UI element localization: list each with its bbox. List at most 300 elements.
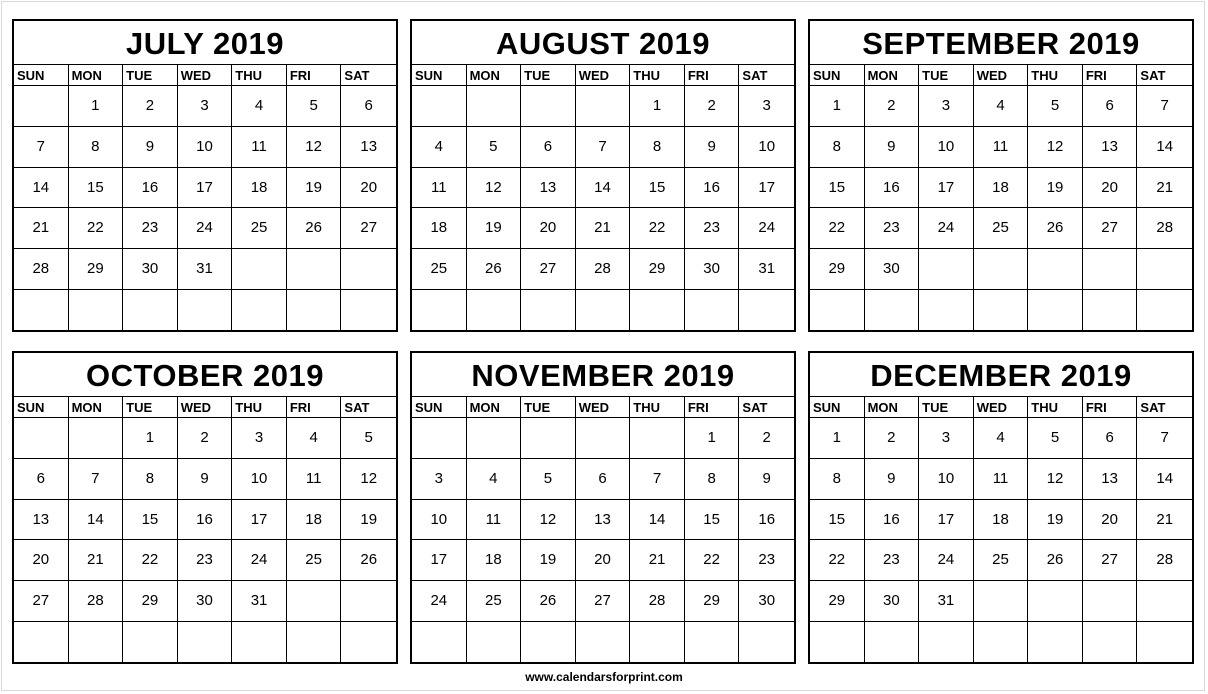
day-cell: 9 [865, 127, 920, 168]
day-cell: 30 [178, 581, 233, 622]
day-cell: 8 [685, 459, 740, 500]
day-cell: 23 [865, 208, 920, 249]
day-cell: 24 [232, 540, 287, 581]
day-cell: 1 [810, 86, 865, 127]
day-cell [576, 418, 631, 459]
weekday-header: FRI [685, 397, 740, 418]
day-cell: 22 [810, 540, 865, 581]
day-cell: 26 [467, 249, 522, 290]
day-grid [810, 397, 1192, 663]
day-cell: 28 [69, 581, 124, 622]
day-cell: 12 [1028, 459, 1083, 500]
day-cell: 16 [178, 500, 233, 541]
day-cell: 4 [974, 418, 1029, 459]
day-cell: 16 [865, 168, 920, 209]
day-cell: 14 [576, 168, 631, 209]
day-cell: 25 [467, 581, 522, 622]
day-cell: 11 [974, 459, 1029, 500]
day-cell: 16 [685, 168, 740, 209]
day-cell: 22 [810, 208, 865, 249]
day-cell: 23 [685, 208, 740, 249]
day-cell [865, 622, 920, 663]
day-cell [974, 622, 1029, 663]
day-cell: 20 [576, 540, 631, 581]
day-cell: 21 [576, 208, 631, 249]
month-calendar [808, 19, 1194, 332]
day-cell: 4 [287, 418, 342, 459]
day-cell: 5 [287, 86, 342, 127]
day-cell [1137, 622, 1192, 663]
weekday-header: FRI [1083, 397, 1138, 418]
day-cell: 16 [123, 168, 178, 209]
day-cell: 20 [521, 208, 576, 249]
weekday-header: THU [630, 397, 685, 418]
day-cell: 21 [69, 540, 124, 581]
day-cell: 23 [123, 208, 178, 249]
day-cell: 10 [232, 459, 287, 500]
day-cell [287, 290, 342, 331]
weekday-header: SUN [810, 65, 865, 86]
day-cell [341, 290, 396, 331]
day-cell [1028, 622, 1083, 663]
weekday-header: SUN [412, 65, 467, 86]
weekday-header: SAT [1137, 65, 1192, 86]
day-cell: 23 [865, 540, 920, 581]
day-cell [341, 581, 396, 622]
day-cell: 3 [232, 418, 287, 459]
day-cell: 26 [1028, 540, 1083, 581]
day-cell [974, 581, 1029, 622]
day-cell: 24 [412, 581, 467, 622]
weekday-header: WED [974, 397, 1029, 418]
day-cell: 18 [974, 168, 1029, 209]
weekday-header: SUN [14, 65, 69, 86]
day-cell [412, 290, 467, 331]
day-cell: 4 [232, 86, 287, 127]
day-cell: 30 [865, 581, 920, 622]
day-cell: 28 [1137, 540, 1192, 581]
day-cell [178, 622, 233, 663]
day-cell: 20 [1083, 500, 1138, 541]
weekday-header: SAT [739, 397, 794, 418]
day-grid [412, 397, 794, 663]
day-cell [919, 622, 974, 663]
day-cell [287, 581, 342, 622]
day-cell: 25 [232, 208, 287, 249]
day-cell: 7 [1137, 418, 1192, 459]
day-cell: 19 [1028, 500, 1083, 541]
weekday-header: SAT [739, 65, 794, 86]
weekday-header: THU [1028, 397, 1083, 418]
day-cell [467, 622, 522, 663]
day-cell: 17 [232, 500, 287, 541]
day-cell: 9 [865, 459, 920, 500]
day-cell: 9 [178, 459, 233, 500]
weekday-header: SAT [1137, 397, 1192, 418]
day-cell: 6 [576, 459, 631, 500]
day-cell: 13 [14, 500, 69, 541]
day-cell: 22 [685, 540, 740, 581]
day-cell: 9 [123, 127, 178, 168]
day-cell [341, 249, 396, 290]
day-cell: 1 [810, 418, 865, 459]
weekday-header: TUE [123, 65, 178, 86]
day-cell: 26 [287, 208, 342, 249]
day-cell: 2 [739, 418, 794, 459]
day-cell: 22 [69, 208, 124, 249]
day-cell [521, 86, 576, 127]
day-cell: 29 [685, 581, 740, 622]
day-cell: 17 [919, 168, 974, 209]
day-cell: 6 [14, 459, 69, 500]
day-cell: 15 [69, 168, 124, 209]
day-cell: 8 [630, 127, 685, 168]
day-cell: 26 [521, 581, 576, 622]
weekday-header: MON [69, 397, 124, 418]
day-cell [1083, 249, 1138, 290]
day-cell: 27 [1083, 540, 1138, 581]
day-grid [14, 397, 396, 663]
month-title: AUGUST 2019 [412, 21, 794, 65]
day-cell: 31 [232, 581, 287, 622]
weekday-header: FRI [287, 65, 342, 86]
day-cell [739, 622, 794, 663]
month-title: OCTOBER 2019 [14, 353, 396, 397]
day-cell: 11 [467, 500, 522, 541]
day-cell [14, 622, 69, 663]
day-cell [576, 622, 631, 663]
day-cell: 14 [1137, 459, 1192, 500]
day-cell: 29 [123, 581, 178, 622]
day-cell: 23 [178, 540, 233, 581]
day-cell: 3 [919, 86, 974, 127]
day-cell: 3 [412, 459, 467, 500]
day-cell [69, 622, 124, 663]
day-cell: 13 [341, 127, 396, 168]
day-cell [576, 290, 631, 331]
day-cell [521, 418, 576, 459]
day-cell: 22 [123, 540, 178, 581]
day-cell [919, 249, 974, 290]
day-cell: 1 [630, 86, 685, 127]
month-title: JULY 2019 [14, 21, 396, 65]
day-cell: 23 [739, 540, 794, 581]
day-cell: 6 [341, 86, 396, 127]
day-cell: 24 [919, 208, 974, 249]
day-cell: 24 [919, 540, 974, 581]
day-cell: 12 [521, 500, 576, 541]
day-cell: 7 [69, 459, 124, 500]
day-cell [14, 290, 69, 331]
day-cell: 14 [1137, 127, 1192, 168]
day-cell: 15 [123, 500, 178, 541]
month-calendar [410, 351, 796, 664]
day-grid [412, 65, 794, 331]
weekday-header: THU [232, 397, 287, 418]
day-cell [69, 290, 124, 331]
day-cell: 11 [232, 127, 287, 168]
day-cell: 13 [521, 168, 576, 209]
day-cell: 4 [974, 86, 1029, 127]
weekday-header: MON [467, 397, 522, 418]
day-cell: 26 [341, 540, 396, 581]
day-cell: 7 [1137, 86, 1192, 127]
day-cell: 2 [123, 86, 178, 127]
day-cell: 31 [739, 249, 794, 290]
weekday-header: WED [974, 65, 1029, 86]
month-calendar [12, 19, 398, 332]
day-cell [232, 290, 287, 331]
weekday-header: WED [178, 397, 233, 418]
weekday-header: MON [865, 65, 920, 86]
day-cell: 19 [467, 208, 522, 249]
day-cell: 4 [412, 127, 467, 168]
weekday-header: SAT [341, 397, 396, 418]
day-cell: 17 [178, 168, 233, 209]
day-cell: 28 [576, 249, 631, 290]
day-cell: 30 [685, 249, 740, 290]
day-cell: 6 [1083, 418, 1138, 459]
day-cell: 8 [810, 127, 865, 168]
day-cell: 20 [14, 540, 69, 581]
day-cell: 29 [810, 249, 865, 290]
day-cell: 16 [865, 500, 920, 541]
day-cell: 13 [1083, 459, 1138, 500]
weekday-header: FRI [287, 397, 342, 418]
day-cell [1083, 581, 1138, 622]
day-cell: 15 [810, 168, 865, 209]
weekday-header: MON [467, 65, 522, 86]
weekday-header: THU [232, 65, 287, 86]
day-cell: 6 [1083, 86, 1138, 127]
day-cell: 10 [178, 127, 233, 168]
day-cell: 10 [919, 127, 974, 168]
day-cell: 31 [178, 249, 233, 290]
day-cell: 3 [919, 418, 974, 459]
day-cell: 1 [69, 86, 124, 127]
day-cell: 13 [576, 500, 631, 541]
day-cell [178, 290, 233, 331]
weekday-header: THU [630, 65, 685, 86]
day-cell [412, 622, 467, 663]
weekday-header: TUE [521, 65, 576, 86]
day-cell: 12 [287, 127, 342, 168]
day-cell: 18 [974, 500, 1029, 541]
day-cell: 27 [1083, 208, 1138, 249]
day-cell: 17 [739, 168, 794, 209]
day-cell [287, 622, 342, 663]
day-cell [521, 622, 576, 663]
day-cell: 26 [1028, 208, 1083, 249]
day-cell [685, 290, 740, 331]
day-cell: 30 [123, 249, 178, 290]
day-cell [1083, 622, 1138, 663]
weekday-header: SAT [341, 65, 396, 86]
day-cell: 28 [1137, 208, 1192, 249]
weekday-header: SUN [412, 397, 467, 418]
day-cell: 6 [521, 127, 576, 168]
day-cell: 21 [630, 540, 685, 581]
day-cell: 5 [521, 459, 576, 500]
day-cell [1137, 581, 1192, 622]
day-cell [1028, 581, 1083, 622]
day-cell: 7 [576, 127, 631, 168]
day-cell: 11 [287, 459, 342, 500]
day-cell: 25 [287, 540, 342, 581]
day-cell: 1 [685, 418, 740, 459]
day-cell [467, 418, 522, 459]
day-cell: 2 [178, 418, 233, 459]
weekday-header: TUE [919, 65, 974, 86]
day-cell: 29 [69, 249, 124, 290]
day-cell: 28 [630, 581, 685, 622]
day-cell [630, 418, 685, 459]
day-cell: 12 [1028, 127, 1083, 168]
day-cell [974, 290, 1029, 331]
day-cell: 10 [412, 500, 467, 541]
day-cell: 15 [685, 500, 740, 541]
month-calendar [410, 19, 796, 332]
weekday-header: SUN [14, 397, 69, 418]
weekday-header: WED [178, 65, 233, 86]
day-cell [467, 290, 522, 331]
month-calendar [12, 351, 398, 664]
day-cell [1137, 249, 1192, 290]
day-cell: 19 [287, 168, 342, 209]
day-cell: 15 [810, 500, 865, 541]
day-cell: 4 [467, 459, 522, 500]
weekday-header: SUN [810, 397, 865, 418]
day-cell [123, 622, 178, 663]
day-cell [14, 86, 69, 127]
weekday-header: TUE [919, 397, 974, 418]
day-cell: 14 [69, 500, 124, 541]
day-cell: 21 [1137, 168, 1192, 209]
day-cell: 14 [14, 168, 69, 209]
day-cell [341, 622, 396, 663]
day-cell [1028, 290, 1083, 331]
month-calendar [808, 351, 1194, 664]
day-cell: 18 [287, 500, 342, 541]
weekday-header: FRI [685, 65, 740, 86]
month-title: SEPTEMBER 2019 [810, 21, 1192, 65]
day-cell [1083, 290, 1138, 331]
weekday-header: WED [576, 65, 631, 86]
month-title: NOVEMBER 2019 [412, 353, 794, 397]
weekday-header: MON [69, 65, 124, 86]
day-cell: 5 [1028, 86, 1083, 127]
day-cell: 27 [576, 581, 631, 622]
day-cell: 18 [412, 208, 467, 249]
day-cell: 7 [630, 459, 685, 500]
day-cell [919, 290, 974, 331]
day-cell: 20 [1083, 168, 1138, 209]
day-cell: 15 [630, 168, 685, 209]
day-cell: 7 [14, 127, 69, 168]
day-cell: 8 [69, 127, 124, 168]
weekday-header: TUE [521, 397, 576, 418]
weekday-header: THU [1028, 65, 1083, 86]
day-cell: 18 [232, 168, 287, 209]
day-cell: 5 [467, 127, 522, 168]
day-cell: 14 [630, 500, 685, 541]
day-cell: 9 [685, 127, 740, 168]
day-cell: 9 [739, 459, 794, 500]
day-cell [865, 290, 920, 331]
day-cell: 5 [341, 418, 396, 459]
day-cell [521, 290, 576, 331]
day-cell: 8 [123, 459, 178, 500]
weekday-header: WED [576, 397, 631, 418]
day-cell: 24 [178, 208, 233, 249]
day-cell: 31 [919, 581, 974, 622]
day-cell [576, 86, 631, 127]
day-cell: 2 [685, 86, 740, 127]
month-title: DECEMBER 2019 [810, 353, 1192, 397]
day-cell: 10 [919, 459, 974, 500]
day-cell: 30 [865, 249, 920, 290]
weekday-header: TUE [123, 397, 178, 418]
day-cell: 2 [865, 418, 920, 459]
day-cell: 16 [739, 500, 794, 541]
day-cell: 20 [341, 168, 396, 209]
day-cell [14, 418, 69, 459]
day-cell [412, 418, 467, 459]
day-cell [810, 622, 865, 663]
day-cell: 19 [521, 540, 576, 581]
day-cell [1137, 290, 1192, 331]
day-cell: 17 [412, 540, 467, 581]
day-cell: 11 [412, 168, 467, 209]
day-cell [69, 418, 124, 459]
day-cell: 24 [739, 208, 794, 249]
day-cell [467, 86, 522, 127]
day-cell: 2 [865, 86, 920, 127]
day-cell: 30 [739, 581, 794, 622]
day-cell: 21 [14, 208, 69, 249]
day-cell: 12 [341, 459, 396, 500]
day-cell: 29 [630, 249, 685, 290]
day-cell [1028, 249, 1083, 290]
day-cell: 22 [630, 208, 685, 249]
day-cell [810, 290, 865, 331]
day-cell: 3 [739, 86, 794, 127]
day-cell: 25 [974, 208, 1029, 249]
day-grid [14, 65, 396, 331]
day-cell [232, 622, 287, 663]
weekday-header: MON [865, 397, 920, 418]
day-cell [123, 290, 178, 331]
day-cell: 1 [123, 418, 178, 459]
day-cell [974, 249, 1029, 290]
day-cell: 8 [810, 459, 865, 500]
day-cell: 25 [974, 540, 1029, 581]
day-cell: 19 [341, 500, 396, 541]
day-cell: 11 [974, 127, 1029, 168]
day-cell: 17 [919, 500, 974, 541]
day-cell: 27 [341, 208, 396, 249]
day-cell [412, 86, 467, 127]
day-cell: 28 [14, 249, 69, 290]
day-cell [232, 249, 287, 290]
day-cell [685, 622, 740, 663]
day-cell: 21 [1137, 500, 1192, 541]
day-cell: 27 [14, 581, 69, 622]
day-grid [810, 65, 1192, 331]
day-cell: 18 [467, 540, 522, 581]
day-cell [739, 290, 794, 331]
day-cell: 12 [467, 168, 522, 209]
